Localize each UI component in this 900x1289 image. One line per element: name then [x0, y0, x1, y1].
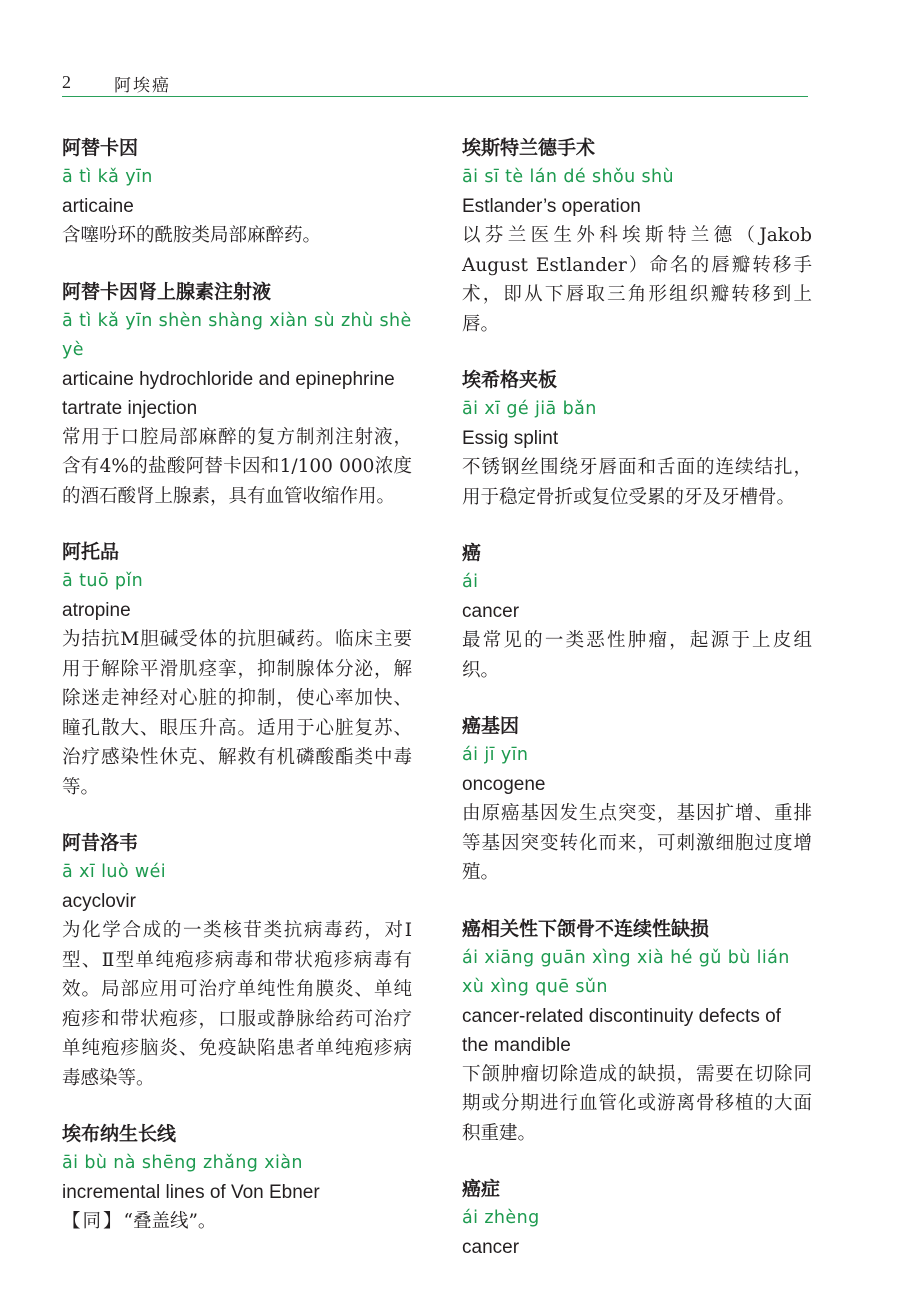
entry-english-term: articaine hydrochloride and epinephrine tartrate injection [62, 368, 395, 419]
entry-english-term: atropine [62, 600, 131, 621]
page-header [62, 68, 808, 97]
left-column [62, 134, 412, 1263]
entry-definition: 常用于口腔局部麻醉的复方制剂注射液，含有4%的盐酸阿替卡因和1/100 000浓度的酒石酸肾上腺素，具有血管收缩作用。 [62, 426, 412, 507]
dictionary-entry [62, 538, 412, 802]
entry-definition: 为化学合成的一类核苷类抗病毒药，对Ⅰ型、Ⅱ型单纯疱疹病毒和带状疱疹病毒有效。局部应用可治疗单纯性角膜炎、单纯疱疹和带状疱疹，口服或静脉给药可治疗单纯疱疹脑炎、免疫缺陷患者单纯疱疹病毒感染等。 [62, 920, 412, 1089]
entry-headword: 癌 [462, 542, 482, 564]
dictionary-entry [462, 539, 812, 685]
dictionary-entry [62, 134, 412, 251]
entry-headword: 埃布纳生长线 [62, 1123, 177, 1145]
entry-headword: 阿昔洛韦 [62, 832, 139, 854]
entry-english-term: Estlander’s operation [462, 196, 641, 217]
entry-pinyin: āi bù nà shēng zhǎng xiàn [62, 1153, 303, 1173]
dictionary-entry [462, 366, 812, 512]
entry-cross-reference [62, 1207, 412, 1236]
entry-definition: 不锈钢丝围绕牙唇面和舌面的连续结扎，用于稳定骨折或复位受累的牙及牙槽骨。 [462, 457, 812, 508]
entry-headword: 癌症 [462, 1178, 501, 1200]
entry-definition: 下颌肿瘤切除造成的缺损，需要在切除同期或分期进行血管化或游离骨移植的大面积重建。 [462, 1063, 812, 1144]
entry-definition: 最常见的一类恶性肿瘤，起源于上皮组织。 [462, 630, 812, 681]
entry-english-term: cancer [462, 1237, 520, 1258]
entry-english-term: cancer-related discontinuity defects of the mandible [462, 1005, 781, 1056]
entry-headword: 阿替卡因 [62, 137, 139, 159]
dictionary-entry [462, 915, 812, 1149]
entry-english-term: cancer [462, 601, 520, 622]
entry-definition: 为拮抗M胆碱受体的抗胆碱药。临床主要用于解除平滑肌痉挛，抑制腺体分泌，解除迷走神经对心脏的抑制，使心率加快、瞳孔散大、眼压升高。适用于心脏复苏、治疗感染性休克、解救有机磷酸酯类中毒等。 [62, 629, 412, 798]
dictionary-entry [62, 1120, 412, 1236]
running-head: 阿埃癌 [114, 76, 171, 96]
right-column [462, 134, 812, 1289]
entry-pinyin: ái xiāng guān xìng xià hé gǔ bù lián xù xìng quē sǔn [462, 947, 790, 997]
same-as-tag: 【同】 [62, 1211, 124, 1232]
entry-pinyin: ái [462, 572, 479, 592]
entry-pinyin: āi xī gé jiā bǎn [462, 399, 597, 419]
entry-pinyin: āi sī tè lán dé shǒu shù [462, 167, 675, 187]
page-number: 2 [62, 72, 71, 92]
entry-definition: 含噻吩环的酰胺类局部麻醉药。 [62, 225, 322, 246]
entry-english-term: articaine [62, 196, 134, 217]
entry-definition: 以芬兰医生外科埃斯特兰德（Jakob August Estlander）命名的唇瓣转移手术，即从下唇取三角形组织瓣转移到上唇。 [462, 225, 812, 335]
entry-english-term: Essig splint [462, 428, 559, 449]
entry-headword: 癌基因 [462, 715, 520, 737]
entry-headword: 埃希格夹板 [462, 369, 558, 391]
entry-pinyin: ā tuō pǐn [62, 571, 144, 591]
entry-pinyin: ā xī luò wéi [62, 862, 167, 882]
entry-headword: 阿托品 [62, 541, 120, 563]
dictionary-entry [462, 712, 812, 888]
entry-pinyin: ái jī yīn [462, 745, 529, 765]
entry-headword: 埃斯特兰德手术 [462, 137, 596, 159]
same-as-text: “叠盖线”。 [123, 1211, 217, 1232]
dictionary-entry [462, 134, 812, 339]
dictionary-entry [462, 1175, 812, 1262]
entry-english-term: acyclovir [62, 891, 136, 912]
entry-definition: 由原癌基因发生点突变，基因扩增、重排等基因突变转化而来，可刺激细胞过度增殖。 [462, 803, 812, 883]
entry-english-term: oncogene [462, 774, 546, 795]
dictionary-entry [62, 829, 412, 1093]
entry-headword: 阿替卡因肾上腺素注射液 [62, 280, 272, 303]
entry-english-term: incremental lines of Von Ebner [62, 1182, 320, 1203]
entry-pinyin: ái zhèng [462, 1208, 540, 1228]
entry-headword: 癌相关性下颌骨不连续性缺损 [462, 917, 710, 940]
entry-pinyin: ā tì kǎ yīn [62, 167, 153, 187]
entry-pinyin: ā tì kǎ yīn shèn shàng xiàn sù zhù shè yè [62, 310, 412, 360]
dictionary-entry [62, 278, 412, 512]
